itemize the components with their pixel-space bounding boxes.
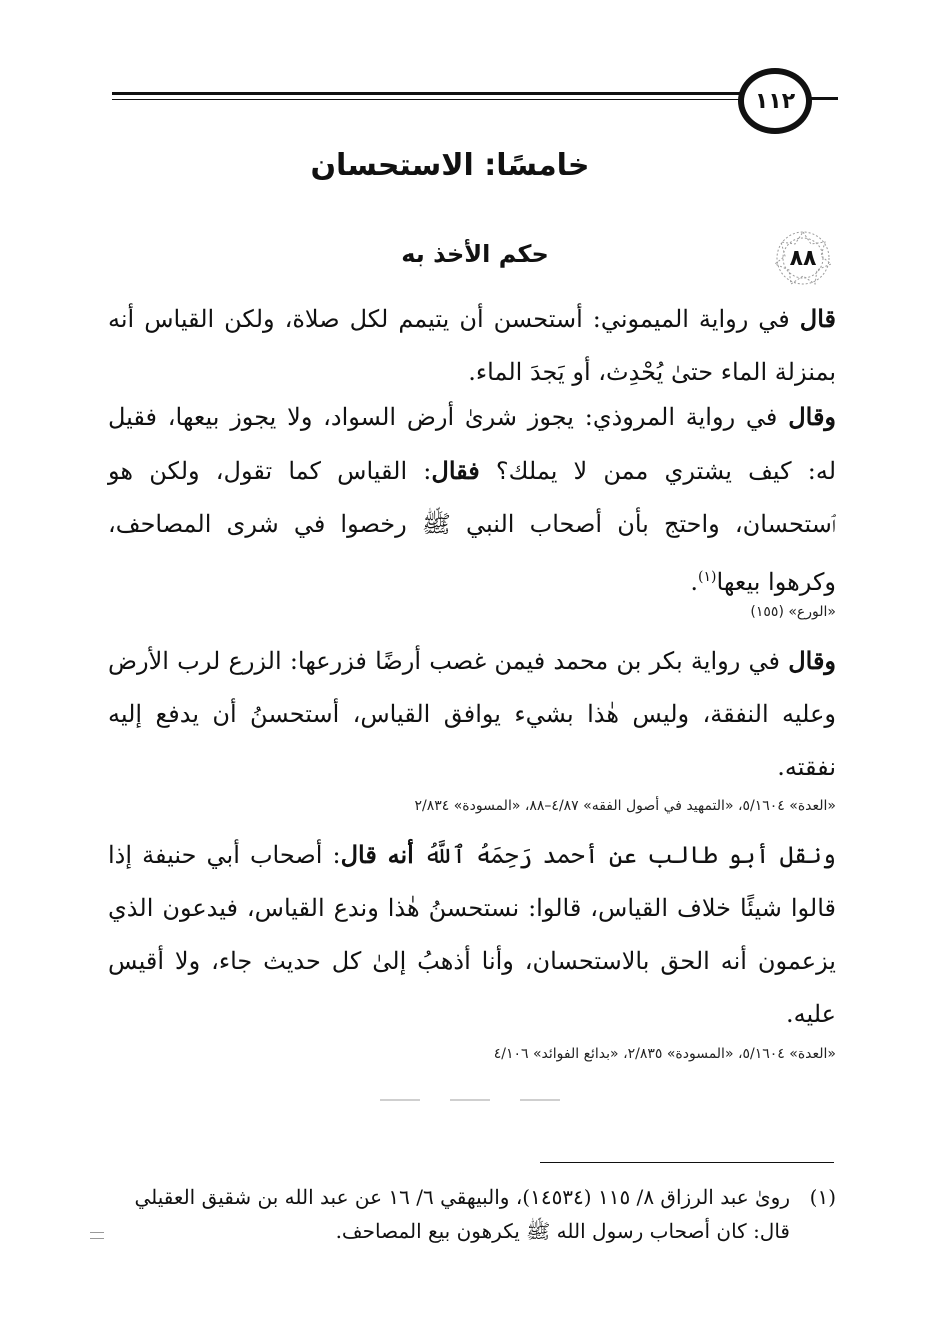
paragraph-text-3: . [690, 568, 699, 596]
lead-word: قال [799, 304, 836, 333]
paragraph-text-2: : القياس كما تقول، ولكن هو ٱستحسان، واحتج بأن أصحاب النبي ﷺ رخصوا في شرى المصاحف، وكرهوا بيعها [108, 457, 836, 596]
footnote-line-2 [108, 1214, 836, 1248]
margin-mark [90, 1238, 104, 1239]
header-rule-thin [112, 99, 752, 100]
lead-word-2: فقال [431, 456, 480, 485]
section-separator [380, 1090, 560, 1110]
paragraph-text: في رواية المروذي: يجوز شرىٰ أرض السواد، ولا يجوز بيعها، فقيل له: كيف يشتري ممن لا يملك؟ [108, 403, 837, 485]
footnote-line-1 [108, 1180, 836, 1214]
paragraph-text-2: : أصحاب أبي حنيفة إذا قالوا شيئًا خلاف القياس، قالوا: نستحسنُ هٰذا وندع القياس، فيدعون الذي يزعمون أنه الحق بالاستحسان، وأنا أذهبُ إلىٰ كل حديث جاء، ولا أقيس عليه. [108, 841, 836, 1028]
lead-word: وقال [788, 402, 836, 431]
source-citation: «العدة» ٥/١٦٠٤، «المسودة» ٢/٨٣٥، «بدائع الفوائد» ٤/١٠٦ [493, 1046, 836, 1062]
footnote-text: رویٰ عبد الرزاق ٨/ ١١٥ (١٤٥٣٤)، والبيهقي ٦/ ١٦ عن عبد الله بن شقيق العقيلي [134, 1185, 790, 1209]
paragraph-text: في رواية بكر بن محمد فيمن غصب أرضًا فزرعها: الزرع لرب الأرض وعليه النفقة، وليس هٰذا بشيء يوافق القياس، أستحسنُ أن يدفع إليه نفقته. [108, 647, 836, 781]
paragraph-text: في رواية الميموني: أستحسن أن يتيمم لكل صلاة، ولكن القياس أنه بمنزلة الماء حتىٰ يُحْدِث، أو يَجدَ الماء. [108, 305, 836, 386]
margin-mark [90, 1232, 104, 1233]
paragraph-2 [108, 390, 836, 609]
source-citation: «العدة» ٥/١٦٠٤، «التمهيد في أصول الفقه» ٤/٨٧–٨٨، «المسودة» ٢/٨٣٤ [414, 798, 836, 814]
footnote-text-2: قال: كان أصحاب رسول الله ﷺ يكرهون بيع المصاحف. [335, 1219, 790, 1243]
subsection-number: ٨٨ [789, 245, 817, 271]
footnote [108, 1180, 836, 1248]
header-rule [112, 92, 752, 95]
paragraph-1 [108, 292, 836, 399]
footnote-ref[interactable]: (١) [698, 569, 717, 585]
footnote-rule [540, 1162, 834, 1163]
page-number: ١١٢ [738, 68, 812, 134]
section-title: خامسًا: الاستحسان [310, 148, 590, 183]
lead-word: وقال [788, 646, 836, 675]
source-citation: «الورع» (١٥٥) [750, 604, 836, 620]
paragraph-3 [108, 634, 836, 794]
paragraph-text: ونقل أبو طالب عن أحمد رَحِمَهُ ٱللَّهُ [413, 841, 836, 869]
paragraph-4 [108, 828, 836, 1041]
lead-word: أنه قال [340, 840, 414, 869]
subsection-title: حكم الأخذ به [401, 240, 549, 268]
footnote-number: (١) [809, 1185, 836, 1209]
